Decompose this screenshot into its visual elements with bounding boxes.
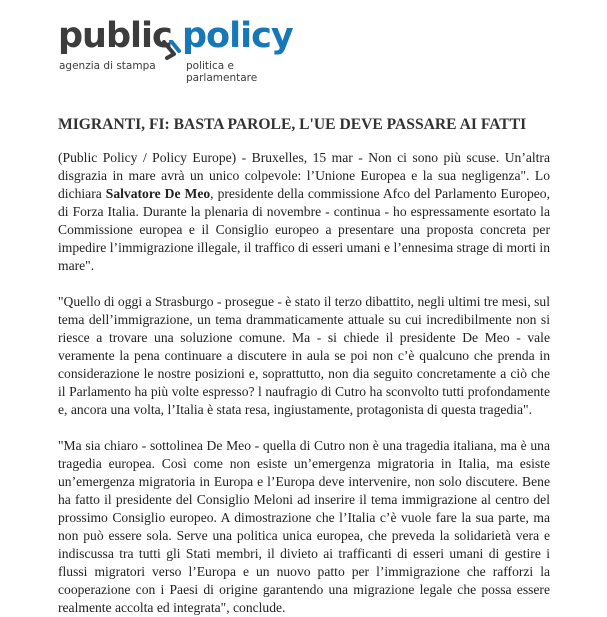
article-paragraph-1 bbox=[58, 149, 550, 275]
logo-word-public: public bbox=[58, 16, 172, 56]
article-paragraph-3: "Ma sia chiaro - sottolinea De Meo - quella di Cutro non è una tragedia italiana, ma è una tragedia europea. Così come non esiste un’emergenza migratoria in Italia, ma esiste un’emergenza migratoria in Europa e l’Europa deve intervenire, non solo discutere. Bene ha fatto il presidente del Consiglio Meloni ad inserire il tema immigrazione al centro del prossimo Consiglio europeo. A dimostrazione che l’Italia c’è vuole fare la sua parte, ma non può essere sola. Serve una politica unica europea, che preveda la solidarietà vera e indiscussa tra tutti gli Stati membri, il divieto ai trafficanti di esseri umani di gestire i flussi migratori verso l’Europa e un nuovo patto per l’immigrazione che rafforzi la cooperazione con i Paesi di origine garantendo una migrazione legale che possa essere realmente accolta ed integrata", conclude. bbox=[58, 438, 550, 615]
article-paragraph-2: "Quello di oggi a Strasburgo - prosegue - è stato il terzo dibattito, negli ultimi tre mesi, sul tema dell’immigrazione, un tema drammaticamente attuale su cui incredibilmente non si riesce a trovare una soluzione comune. Ma - si chiede il presidente De Meo - vale veramente la pena continuare a discutere in aula se poi non c’è qualcuno che prenda in considerazione le nostre posizioni e, soprattutto, non dia seguito concretamente a ciò che il Parlamento ha più volte espresso? l naufragio di Cutro ha sconvolto tutti profondamente e, ancora una volta, l’Italia è stata resa, ingiustamente, protagonista di questa tragedia". bbox=[58, 294, 550, 417]
article-title: MIGRANTI, FI: BASTA PAROLE, L'UE DEVE PASSARE AI FATTI bbox=[58, 116, 527, 133]
logo-tagline-agency: agenzia di stampa bbox=[59, 60, 156, 72]
paragraph-1-rest: , presidente della commissione Afco del Parlamento Europeo, di Forza Italia. Durante la plenaria di novembre - continua - ho espressamente esortato la Commissione europea e il Consiglio europeo a presentare una proposta concreta per impedire l’immigrazione illegale, il traffico di esseri umani e l’ennesima strage di morti in mare". bbox=[58, 186, 550, 273]
quoted-person-name: Salvatore De Meo bbox=[105, 186, 211, 201]
paragraph-1-intro: (Public Policy / Policy Europe) - Bruxelles, 15 mar - Non ci sono più scuse. Un’altra disgrazia in mare avrà un unico colpevole: l’Unione Europea e la sua negligenza". Lo dichiara bbox=[58, 150, 550, 201]
logo-word-policy: policy bbox=[182, 16, 293, 56]
logo-comma-mark-icon bbox=[162, 40, 182, 62]
logo-tagline-politics: politica e parlamentare bbox=[186, 60, 258, 84]
article-body bbox=[58, 149, 550, 617]
public-policy-logo bbox=[58, 14, 308, 84]
